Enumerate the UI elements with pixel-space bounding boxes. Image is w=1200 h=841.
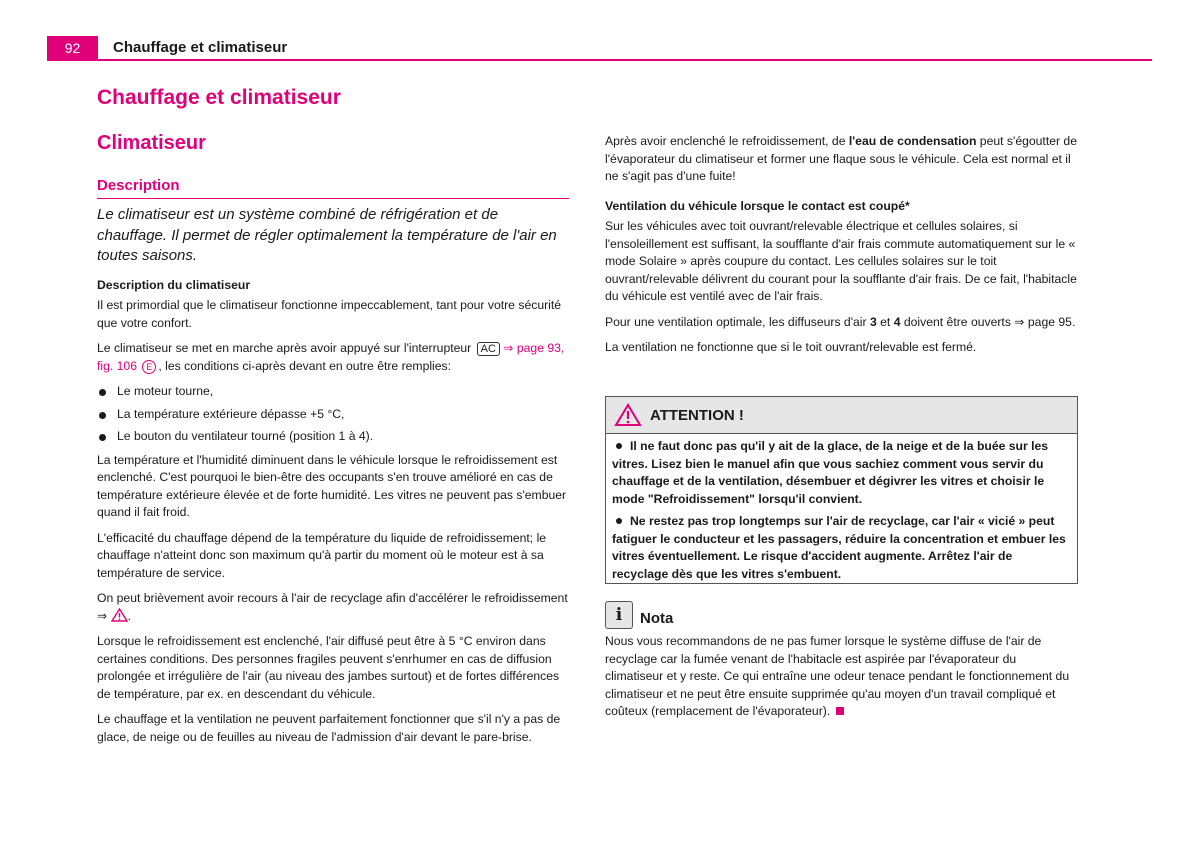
- paragraph-ventilation: Sur les véhicules avec toit ouvrant/relevable électrique et cellules solaires, si l'ensoleillement est suffisant, la soufflante d'air frais commute automatiquement sur le « mode Solaire » après coupure du contact. Les cellules solaires sur le toit ouvrant/relevable délivrent du courant pour la soufflante d'air frais. De ce fait, l'habitacle du véhicule est ventilé avec de l'air frais.: [605, 219, 1077, 303]
- description-heading: Description: [97, 177, 180, 194]
- paragraph-7: Le chauffage et la ventilation ne peuvent parfaitement fonctionner que s'il n'y a pas de glace, de neige ou de feuilles au niveau de l'admission d'air devant le pare-brise.: [97, 712, 561, 744]
- attention-body: [606, 434, 1077, 583]
- bullet-icon: [616, 518, 622, 524]
- bullet-icon: [99, 434, 106, 441]
- paragraph-3: La température et l'humidité diminuent dans le véhicule lorsque le refroidissement est enclenché. C'est pourquoi le bien-être des occupants s'en trouve amélioré en cas de température extérieure élevée et de forte humidité. Les vitres ne peuvent pas s'embuer quand il fait froid.: [97, 452, 567, 519]
- subhead-description-climatiseur: Description du climatiseur: [97, 277, 251, 292]
- list-item: Le bouton du ventilateur tourné (position 1 à 4).: [97, 428, 569, 446]
- list-item: Le moteur tourne,: [97, 383, 569, 401]
- right-column: [605, 133, 1077, 365]
- warning-triangle-icon: [614, 403, 642, 427]
- section-title: Chauffage et climatiseur: [97, 86, 341, 109]
- intro-paragraph: Le climatiseur est un système combiné de réfrigération et de chauffage. Il permet de régler optimalement la température de l'air en toutes saisons.: [97, 206, 557, 264]
- info-icon: i: [605, 601, 633, 629]
- paragraph-2: Le climatiseur se met en marche après avoir appuyé sur l'interrupteur AC ⇒ page 93, fig. 106 E , les conditions ci-après devant en outre être remplies:: [97, 341, 565, 373]
- attention-item: Ne restez pas trop longtemps sur l'air de recyclage, car l'air « vicié » peut fatiguer le conducteur et les passagers, réduire la concentration et embuer les vitres éventuellement. Le risque d'accident augmente. Arrêtez l'air de recyclage dès que les vitres s'embuent.: [612, 514, 1066, 581]
- attention-item: Il ne faut donc pas qu'il y ait de la glace, de la neige et de la buée sur les vitres. Lisez bien le manuel afin que vous sachiez comment vous servir du chauffage et de la ventilation, désembuer et dégivrer les vitres et choisir le mode "Refroidissement" lorsqu'il convient.: [612, 439, 1049, 506]
- nota-text: Nous vous recommandons de ne pas fumer lorsque le système diffuse de l'air de recyclage car la fumée venant de l'habitacle est aspirée par l'évaporateur du climatiseur et y reste. Ce qui entraîne une odeur tenace pendant le fonctionnement du climatiseur et ne peut être ensuite supprimée qu'au moyen d'un travail compliqué et coûteux (remplacement de l'évaporateur).: [605, 634, 1070, 718]
- ac-key-label: AC: [477, 342, 500, 356]
- conditions-list: [97, 383, 569, 446]
- attention-header: [606, 397, 1077, 434]
- paragraph-1: Il est primordial que le climatiseur fonctionne impeccablement, tant pour votre sécurité que votre confort.: [97, 298, 562, 330]
- attention-title: ATTENTION !: [650, 406, 744, 424]
- paragraph-6: Lorsque le refroidissement est enclenché, l'air diffusé peut être à 5 °C environ dans certaines conditions. Des personnes fragiles peuvent s'enrhumer en cas de diffusion prolongée et irrégulière de l'air (au niveau des jambes surtout) et de fortes différences de température, par ex. en descendant du véhicule.: [97, 634, 560, 701]
- description-rule: [97, 198, 569, 199]
- page-number: 92: [47, 36, 98, 60]
- paragraph-4: L'efficacité du chauffage dépend de la température du liquide de refroidissement; le chauffage n'atteint donc son maximum qu'à partir du moment où le moteur est à sa température de service.: [97, 530, 547, 580]
- subhead-ventilation: Ventilation du véhicule lorsque le contact est coupé*: [605, 198, 910, 213]
- paragraph-5: On peut brièvement avoir recours à l'air de recyclage afin d'accélérer le refroidissement ⇒ .: [97, 591, 568, 623]
- warning-triangle-icon[interactable]: [111, 608, 128, 622]
- paragraph-toit: La ventilation ne fonctionne que si le toit ouvrant/relevable est fermé.: [605, 340, 977, 354]
- subsection-title: Climatiseur: [97, 132, 206, 154]
- header-rule: [47, 59, 1152, 61]
- paragraph-condensation: Après avoir enclenché le refroidissement, de l'eau de condensation peut s'égoutter de l'évaporateur du climatiseur et former une flaque sous le véhicule. Cela est normal et il ne s'agit pas d'une fuite!: [605, 134, 1077, 183]
- figure-link[interactable]: ⇒ page 93, fig. 106: [97, 341, 565, 373]
- running-header-title: Chauffage et climatiseur: [113, 39, 288, 56]
- paragraph-diffuseurs: Pour une ventilation optimale, les diffuseurs d'air 3 et 4 doivent être ouverts ⇒ page 95.: [605, 314, 1076, 329]
- attention-box: [605, 396, 1078, 584]
- list-item: La température extérieure dépasse +5 °C,: [97, 406, 569, 424]
- end-of-section-icon: [836, 707, 844, 715]
- bullet-icon: [616, 443, 622, 449]
- figure-callout-e: E: [142, 360, 156, 374]
- left-column: [97, 205, 569, 754]
- nota-title: Nota: [640, 610, 674, 627]
- bullet-icon: [99, 389, 106, 396]
- bullet-icon: [99, 412, 106, 419]
